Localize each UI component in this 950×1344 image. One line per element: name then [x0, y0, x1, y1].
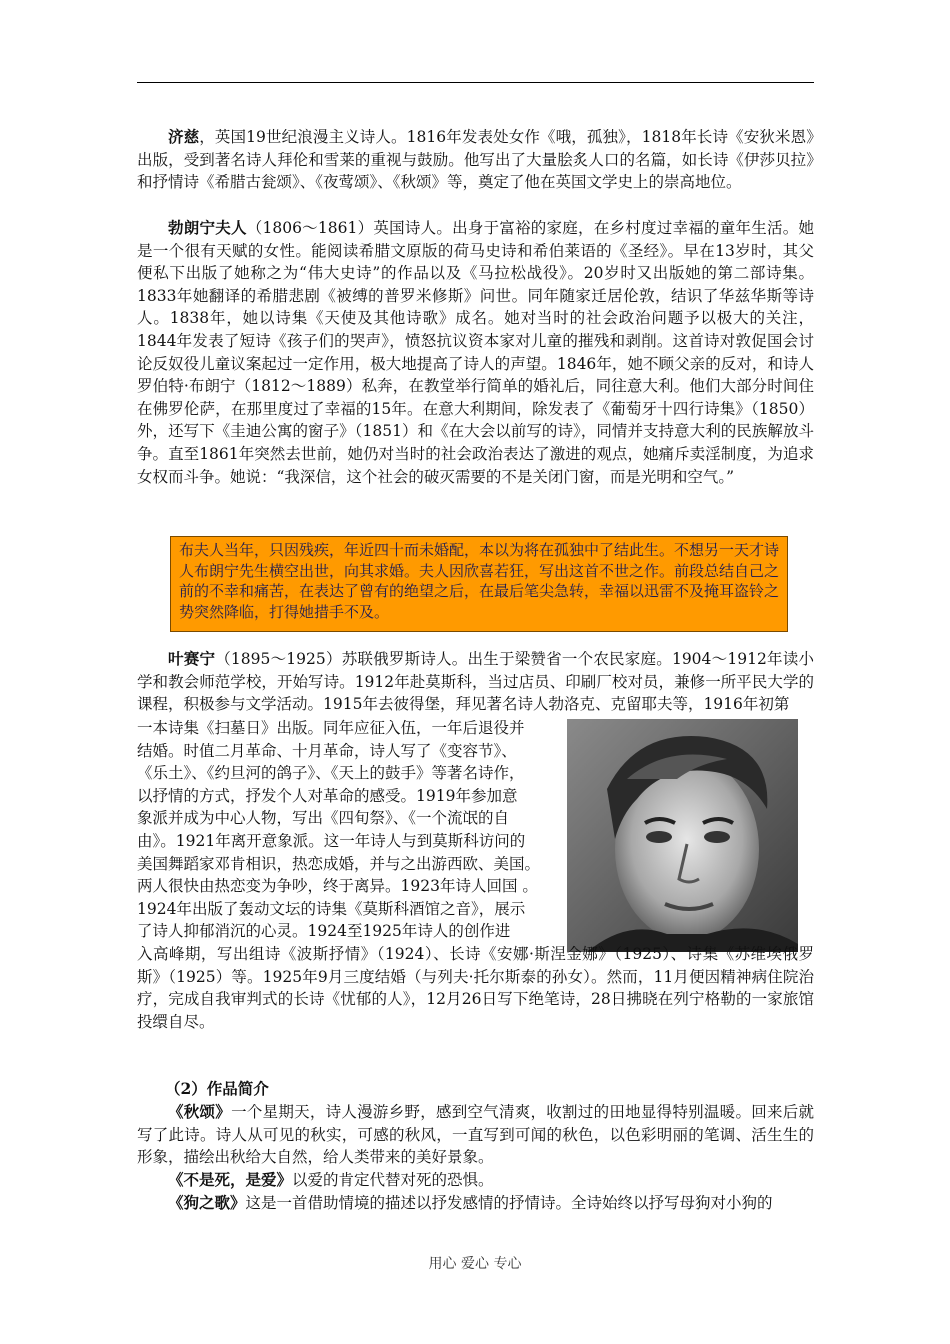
yesenin-portrait — [567, 719, 798, 952]
browning-paragraph — [137, 217, 814, 488]
wrapped-line: 美国舞蹈家邓肯相识，热恋成婚，并与之出游西欧、美国。 — [137, 854, 541, 873]
yesenin-wrapped-lines — [137, 717, 540, 943]
wrapped-line: 了诗人抑郁消沉的心灵。1924至1925年诗人的创作进 — [137, 922, 511, 941]
yesenin-intro: （1895～1925）苏联俄罗斯诗人。出生于梁赞省一个农民家庭。1904～1912年读小学和教会师范学校，开始写诗。1912年赴莫斯科，当过店员、印刷厂校对员，兼修一所平民大学的课程，积极参与文学活动。1915年去彼得堡，拜见著名诗人勃洛克、克留耶夫等，1916年初第 — [137, 650, 814, 714]
wrapped-line: 由》。1921年离开意象派。这一年诗人与到莫斯科访问的 — [137, 831, 526, 850]
work-title: 《狗之歌》 — [168, 1193, 246, 1212]
wrapped-line: 结婚。时值二月革命、十月革命，诗人写了《变容节》、 — [137, 741, 517, 760]
portrait-image — [567, 719, 798, 952]
yesenin-paragraph — [137, 648, 814, 716]
page-footer: 用心 爱心 专心 — [428, 1256, 522, 1272]
work-title: 《不是死，是爱》 — [168, 1170, 293, 1189]
work-text: 以爱的肯定代替对死的恐惧。 — [292, 1171, 494, 1189]
section-heading: （2）作品简介 — [165, 1079, 269, 1098]
orange-note-box: 布夫人当年，只因残疾，年近四十而未婚配，本以为将在孤独中了结此生。不想另一天才诗人布朗宁先生横空出世，向其求婚。夫人因欣喜若狂，写出这首不世之作。前段总结自己之前的不幸和痛苦，在表达了曾有的绝望之后，在最后笔尖急转，幸福以迅雷不及掩耳盗铃之势突然降临，打得她措手不及。 — [170, 536, 788, 632]
work-text: 这是一首借助情境的描述以抒发感情的抒情诗。全诗始终以抒写母狗对小狗的 — [245, 1194, 773, 1212]
wrapped-line: 象派并成为中心人物，写出《四旬祭》、《一个流氓的自 — [137, 809, 510, 828]
wrapped-line: 《乐土》、《约旦河的鸽子》、《天上的鼓手》等著名诗作， — [137, 764, 525, 783]
keats-name: 济慈 — [168, 127, 200, 146]
work-title: 《秋颂》 — [168, 1102, 232, 1121]
work-love — [137, 1169, 814, 1192]
header-rule — [137, 82, 814, 83]
yesenin-name: 叶赛宁 — [168, 649, 216, 668]
keats-text: ，英国19世纪浪漫主义诗人。1816年发表处女作《哦，孤独》，1818年长诗《安狄米恩》出版，受到著名诗人拜伦和雪莱的重视与鼓励。他写出了大量脍炙人口的名篇，如长诗《伊莎贝拉》和抒情诗《希腊古瓮颂》、《夜莺颂》、《秋颂》等，奠定了他在英国文学史上的崇高地位。 — [137, 128, 814, 192]
work-dog — [137, 1192, 814, 1215]
yesenin-rest-paragraph: 入高峰期，写出组诗《波斯抒情》（1924）、长诗《安娜·斯涅金娜》（1925）、诗集《苏维埃俄罗斯》（1925）等。1925年9月三度结婚（与列夫·托尔斯泰的孙女）。然而，11月便因精神病住院治疗，完成自我审判式的长诗《忧郁的人》，12月26日写下绝笔诗，28日拂晓在列宁格勒的一家旅馆投缳自尽。 — [137, 945, 814, 1031]
wrapped-line: 1924年出版了轰动文坛的诗集《莫斯科酒馆之音》，展示 — [137, 899, 526, 918]
work-autumn — [137, 1101, 814, 1169]
wrapped-line: 以抒情的方式，抒发个人对革命的感受。1919年参加意 — [137, 786, 518, 805]
wrapped-line: 一本诗集《扫墓日》出版。同年应征入伍，一年后退役并 — [137, 719, 525, 737]
work-text: 一个星期天，诗人漫游乡野，感到空气清爽，收割过的田地显得特别温暖。回来后就写了此诗。诗人从可见的秋实，可感的秋风，一直写到可闻的秋色，以色彩明丽的笔调、活生生的形象，描绘出秋给大自然，给人类带来的美好景象。 — [137, 1103, 814, 1167]
browning-name: 勃朗宁夫人 — [168, 218, 247, 237]
keats-paragraph — [137, 126, 814, 194]
wrapped-line: 两人很快由热恋变为争吵，终于离异。1923年诗人回国 。 — [137, 877, 538, 896]
browning-text: （1806～1861）英国诗人。出身于富裕的家庭，在乡村度过幸福的童年生活。她是一个很有天赋的女性。能阅读希腊文原版的荷马史诗和希伯莱语的《圣经》。早在13岁时，其父便私下出版了她称之为“伟大史诗”的作品以及《马拉松战役》。20岁时又出版她的第二部诗集。1833年她翻译的希腊悲剧《被缚的普罗米修斯》问世。同年随家迁居伦敦，结识了华兹华斯等诗人。1838年，她以诗集《天使及其他诗歌》成名。她对当时的社会政治问题予以极大的关注，1844年发表了短诗《孩子们的哭声》，愤怒抗议资本家对儿童的摧残和剥削。这首诗对敦促国会讨论反奴役儿童议案起过一定作用，极大地提高了诗人的声望。1846年，她不顾父亲的反对，和诗人罗伯特·布朗宁（1812～1889）私奔，在教堂举行简单的婚礼后，同往意大利。他们大部分时间住在佛罗伦萨，在那里度过了幸福的15年。在意大利期间，除发表了《葡萄牙十四行诗集》（1850）外，还写下《圭迪公寓的窗子》（1851）和《在大会以前写的诗》，同情并支持意大利的民族解放斗争。直至1861年突然去世前，她仍对当时的社会政治表达了激进的观点，她痛斥卖淫制度，为追求女权而斗争。她说：“我深信，这个社会的破灭需要的不是关闭门窗，而是光明和空气。” — [137, 219, 814, 486]
